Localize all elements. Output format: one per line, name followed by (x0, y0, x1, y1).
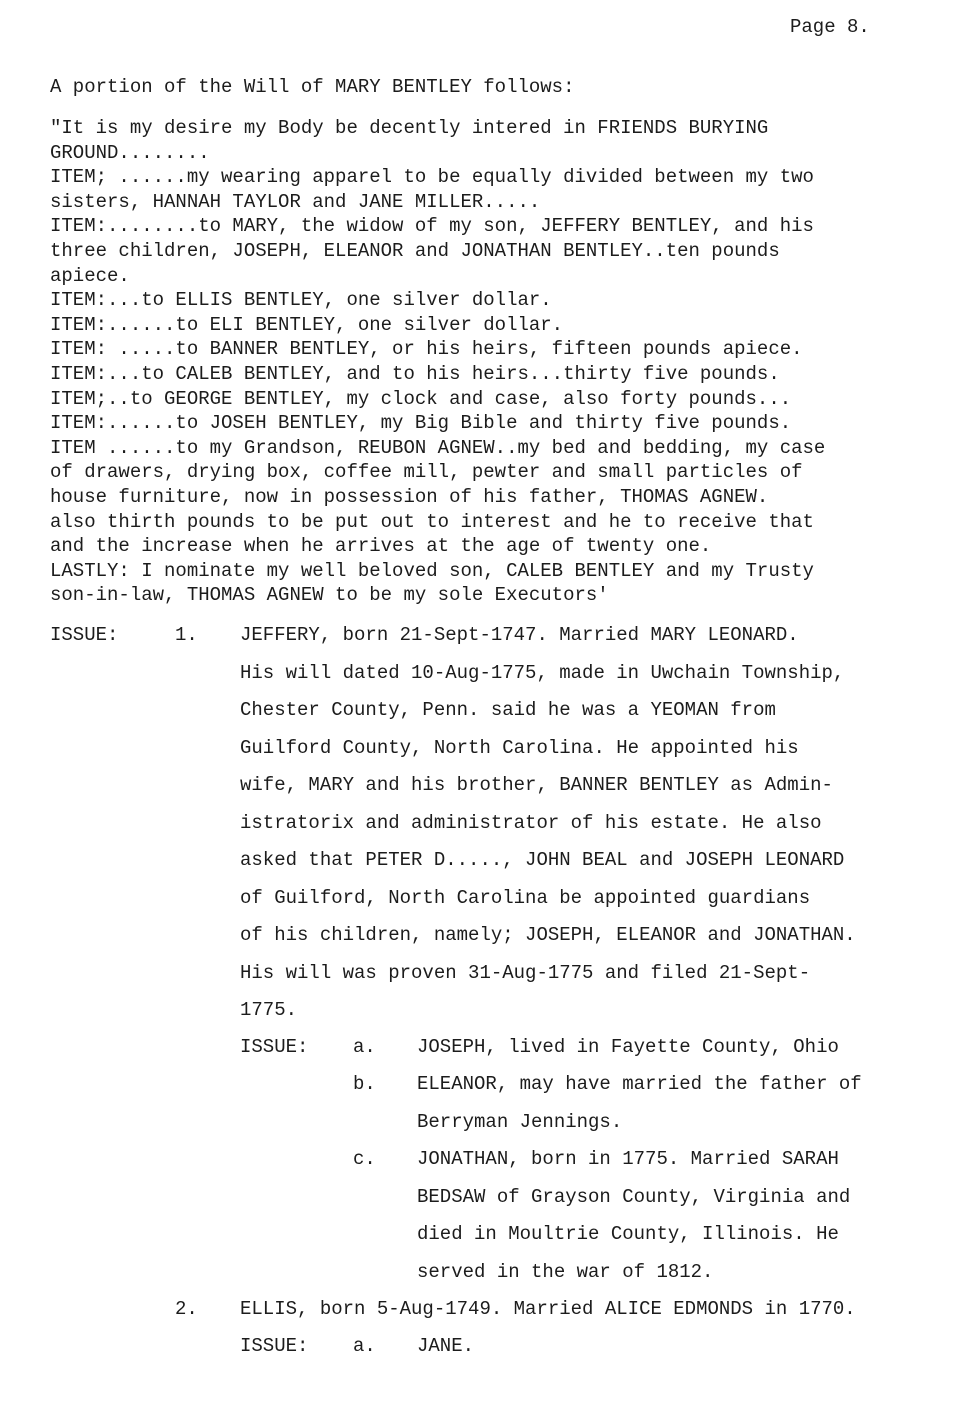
will-line: house furniture, now in possession of his father, THOMAS AGNEW. (50, 485, 769, 508)
entry-line: died in Moultrie County, Illinois. He (417, 1223, 839, 1245)
will-excerpt (50, 116, 930, 608)
issue-label: ISSUE: (50, 624, 119, 646)
will-line: ITEM:...to ELLIS BENTLEY, one silver dollar. (50, 289, 552, 312)
entry-line: served in the war of 1812. (417, 1260, 714, 1283)
entry-line: istratorix and administrator of his estate. He also (240, 811, 822, 834)
entry-line: 1775. (240, 999, 298, 1021)
entry-line: wife, MARY and his brother, BANNER BENTLEY as Admin- (240, 774, 833, 796)
will-line: also thirth pounds to be put out to interest and he to receive that (50, 510, 814, 533)
sub-issue-label: ISSUE: (240, 1036, 309, 1058)
child-entry-ellis (240, 1291, 856, 1329)
sub-issue-label: ISSUE: (240, 1335, 309, 1357)
child-entry-jeffery (240, 617, 856, 1030)
issue-entry-joseph (417, 1029, 839, 1067)
entry-line: asked that PETER D....., JOHN BEAL and JOSEPH LEONARD (240, 849, 845, 871)
will-line: ITEM:........to MARY, the widow of my son, JEFFERY BENTLEY, and his (50, 215, 814, 238)
issue-entry-jonathan (417, 1141, 850, 1291)
will-line: and the increase when he arrives at the age of twenty one. (50, 535, 712, 558)
entry-line: Guilford County, North Carolina. He appointed his (240, 736, 799, 759)
entry-line: JOSEPH, lived in Fayette County, Ohio (417, 1036, 839, 1058)
child-number: 2. (175, 1298, 198, 1320)
will-line: ITEM:......to ELI BENTLEY, one silver dollar. (50, 313, 564, 336)
will-line: ITEM: .....to BANNER BENTLEY, or his heirs, fifteen pounds apiece. (50, 338, 803, 361)
will-line: apiece. (50, 264, 130, 287)
will-line: son-in-law, THOMAS AGNEW to be my sole Executors' (50, 584, 609, 607)
will-line: "It is my desire my Body be decently intered in FRIENDS BURYING (50, 117, 769, 139)
entry-line: Chester County, Penn. said he was a YEOMAN from (240, 699, 776, 721)
will-line: ITEM ......to my Grandson, REUBON AGNEW..my bed and bedding, my case (50, 436, 826, 459)
will-line: ITEM:...to CALEB BENTLEY, and to his heirs...thirty five pounds. (50, 362, 780, 385)
will-line: of drawers, drying box, coffee mill, pewter and small particles of (50, 461, 803, 484)
entry-line: of his children, namely; JOSEPH, ELEANOR and JONATHAN. (240, 924, 856, 946)
issue-entry-jane: JANE. (417, 1335, 475, 1357)
will-intro-heading: A portion of the Will of MARY BENTLEY follows: (50, 76, 575, 98)
will-line: GROUND........ (50, 141, 210, 164)
issue-letter: c. (353, 1148, 376, 1170)
entry-line: His will dated 10-Aug-1775, made in Uwchain Township, (240, 661, 845, 684)
will-line: ITEM;..to GEORGE BENTLEY, my clock and case, also forty pounds... (50, 387, 792, 410)
will-line: LASTLY: I nominate my well beloved son, CALEB BENTLEY and my Trusty (50, 559, 814, 582)
issue-entry-eleanor (417, 1066, 862, 1141)
issue-letter: a. (353, 1036, 376, 1058)
will-line: sisters, HANNAH TAYLOR and JANE MILLER..... (50, 190, 541, 213)
will-line: ITEM:......to JOSEH BENTLEY, my Big Bible and thirty five pounds. (50, 412, 792, 435)
issue-letter: a. (353, 1335, 376, 1357)
will-line: three children, JOSEPH, ELEANOR and JONATHAN BENTLEY..ten pounds (50, 239, 780, 262)
entry-line: His will was proven 31-Aug-1775 and filed 21-Sept- (240, 961, 811, 984)
page-number: Page 8. (790, 16, 870, 38)
entry-line: of Guilford, North Carolina be appointed guardians (240, 886, 811, 909)
entry-line: ELLIS, born 5-Aug-1749. Married ALICE EDMONDS in 1770. (240, 1298, 856, 1320)
entry-line: ELEANOR, may have married the father of (417, 1073, 862, 1095)
entry-line: JONATHAN, born in 1775. Married SARAH (417, 1148, 839, 1170)
entry-line: BEDSAW of Grayson County, Virginia and (417, 1185, 851, 1208)
entry-line: JEFFERY, born 21-Sept-1747. Married MARY LEONARD. (240, 624, 799, 646)
child-number: 1. (175, 624, 198, 646)
entry-line: Berryman Jennings. (417, 1110, 623, 1133)
will-line: ITEM; ......my wearing apparel to be equally divided between my two (50, 166, 814, 189)
issue-letter: b. (353, 1073, 376, 1095)
